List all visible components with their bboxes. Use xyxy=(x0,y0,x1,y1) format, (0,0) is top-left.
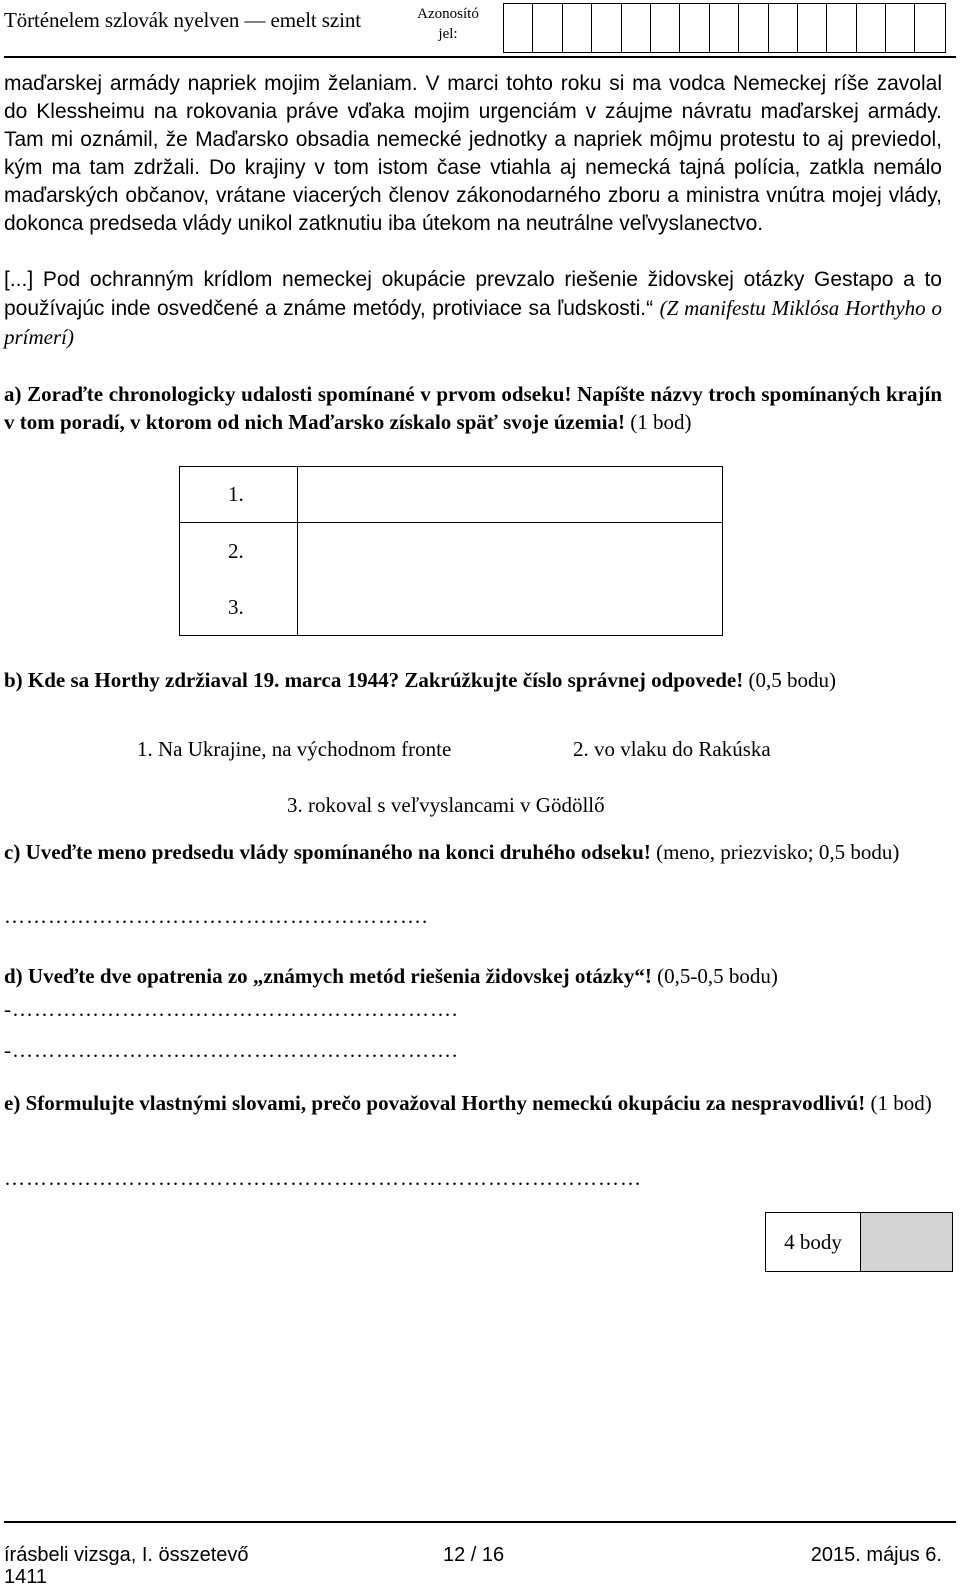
footer-code: 1411 xyxy=(4,1566,48,1588)
answer-row-number: 3. xyxy=(180,579,298,635)
page-number: 12 / 16 xyxy=(443,1544,505,1566)
question-a xyxy=(4,380,942,436)
option-2[interactable]: 2. vo vlaku do Rakúska xyxy=(573,737,771,761)
question-c-points: (meno, priezvisko; 0,5 bodu) xyxy=(650,840,900,864)
answer-line-d1[interactable]: -……………………………………………………. xyxy=(4,997,459,1021)
id-boxes[interactable] xyxy=(503,3,946,53)
id-label xyxy=(415,4,481,44)
question-a-points: (1 bod) xyxy=(624,410,692,434)
footer-date: 2015. május 6. xyxy=(810,1544,942,1566)
id-digit-box[interactable] xyxy=(915,4,944,52)
answer-line-c[interactable]: …………………………………………………. xyxy=(4,904,429,928)
answer-row-number: 2. xyxy=(180,523,298,579)
id-digit-box[interactable] xyxy=(651,4,680,52)
answer-line-e[interactable]: …………………………………………………………………………… xyxy=(4,1166,642,1190)
source-paragraph-1: maďarskej armády napriek mojim želaniam. V marci tohto roku si ma vodca Nemeckej ríše zavolal do Klessheimu na rokovania práve vďaka mojim urgenciám v záujme návratu maďarskej armády. Tam mi oznámil, že Maďarsko obsadia nemecké jednotky a napriek môjmu protestu to aj previedol, kým ma tam zdržali. Do krajiny v tom istom čase vtiahla aj nemecká tajná polícia, zatkla nemálo maďarských občanov, vrátane viacerých členov zákonodarného zboru a ministra vnútra mojej vlády, dokonca predseda vlády unikol zatknutiu iba útekom na neutrálne veľvyslanectvo. xyxy=(4,72,942,235)
score-label: 4 body xyxy=(766,1213,861,1271)
header-rule xyxy=(4,56,956,58)
question-e-points: (1 bod) xyxy=(865,1091,932,1115)
id-digit-box[interactable] xyxy=(622,4,651,52)
question-c xyxy=(4,838,942,866)
question-d-text: d) Uveďte dve opatrenia zo „známych metód riešenia židovskej otázky“! xyxy=(4,964,652,988)
id-digit-box[interactable] xyxy=(827,4,856,52)
id-digit-box[interactable] xyxy=(886,4,915,52)
source-paragraph-2-text: [...] Pod ochranným krídlom nemeckej okupácie prevzalo riešenie židovskej otázky Gestapo a to používajúc inde osvedčené a známe metódy, protiviace sa ľudskosti.“ xyxy=(4,268,942,320)
option-1[interactable]: 1. Na Ukrajine, na východnom fronte xyxy=(137,737,452,761)
id-digit-box[interactable] xyxy=(533,4,562,52)
answer-cell[interactable] xyxy=(298,467,722,523)
score-field[interactable] xyxy=(861,1213,952,1271)
question-e xyxy=(4,1089,942,1117)
question-d-points: (0,5-0,5 bodu) xyxy=(651,964,778,988)
question-d xyxy=(4,962,942,990)
footer-exam-label: írásbeli vizsga, I. összetevő xyxy=(4,1544,249,1566)
id-digit-box[interactable] xyxy=(798,4,827,52)
id-digit-box[interactable] xyxy=(739,4,768,52)
answer-table xyxy=(179,466,723,636)
answer-line-d2[interactable]: -……………………………………………………. xyxy=(4,1038,459,1062)
question-b-text: b) Kde sa Horthy zdržiaval 19. marca 1944? Zakrúžkujte číslo správnej odpovede! xyxy=(4,668,744,692)
answer-cell[interactable] xyxy=(298,579,722,635)
answer-cell[interactable] xyxy=(298,523,722,579)
answer-row-number: 1. xyxy=(180,467,298,523)
id-label-line2: jel: xyxy=(438,26,458,42)
source-citation: (Z manifestu Miklósa Horthyho o prímerí) xyxy=(4,296,942,349)
header-title: Történelem szlovák nyelven — emelt szint xyxy=(4,8,361,32)
option-3[interactable]: 3. rokoval s veľvyslancami v Gödöllő xyxy=(287,793,605,817)
id-digit-box[interactable] xyxy=(680,4,709,52)
id-digit-box[interactable] xyxy=(592,4,621,52)
question-e-text: e) Sformulujte vlastnými slovami, prečo považoval Horthy nemeckú okupáciu za nespravodlivú! xyxy=(4,1091,866,1115)
id-digit-box[interactable] xyxy=(769,4,798,52)
id-digit-box[interactable] xyxy=(710,4,739,52)
question-c-text: c) Uveďte meno predsedu vlády spomínaného na konci druhého odseku! xyxy=(4,840,651,864)
question-b-points: (0,5 bodu) xyxy=(743,668,836,692)
id-digit-box[interactable] xyxy=(504,4,533,52)
id-label-line1: Azonosító xyxy=(417,6,479,22)
id-digit-box[interactable] xyxy=(563,4,592,52)
question-a-text: a) Zoraďte chronologicky udalosti spomínané v prvom odseku! Napíšte názvy troch spomínaných krajín v tom poradí, v ktorom od nich Maďarsko získalo späť svoje územia! xyxy=(4,382,942,434)
question-b xyxy=(4,666,942,694)
source-paragraph-2 xyxy=(4,266,942,352)
id-digit-box[interactable] xyxy=(857,4,886,52)
score-box xyxy=(765,1212,953,1272)
footer-rule xyxy=(4,1521,956,1523)
